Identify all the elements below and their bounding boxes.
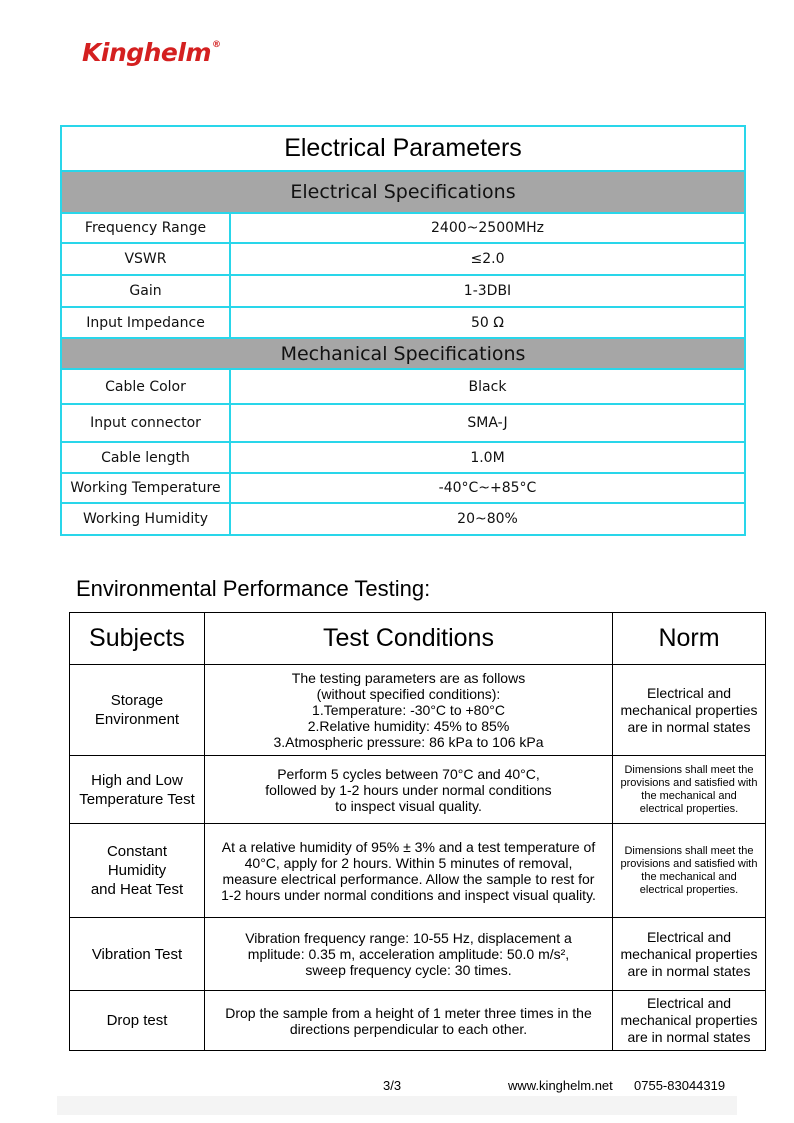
spec-row (62, 368, 744, 403)
norm-cell (613, 824, 766, 918)
norm-line: provisions and satisfied with (620, 857, 758, 870)
condition-line: 3.Atmospheric pressure: 86 kPa to 106 kPa (273, 734, 544, 750)
norm-line: Electrical and (646, 995, 732, 1011)
conditions-cell (205, 918, 613, 991)
norm-line: mechanical properties (620, 1012, 758, 1028)
condition-line: 1.Temperature: -30°C to +80°C (312, 702, 505, 718)
spec-row (62, 472, 744, 502)
section-electrical-specifications: Electrical Specifications (62, 170, 744, 212)
table-row (70, 991, 766, 1051)
norm-line: electrical properties. (639, 883, 739, 896)
spec-label: Cable length (62, 443, 231, 472)
footer-phone: 0755-83044319 (634, 1078, 726, 1093)
spec-row (62, 502, 744, 534)
condition-line: followed by 1-2 hours under normal conditions (265, 781, 552, 798)
condition-line: mplitude: 0.35 m, acceleration amplitude: 50.0 m/s², (247, 946, 570, 962)
condition-line: Perform 5 cycles between 70°C and 40°C, (277, 765, 540, 782)
electrical-parameters-table (60, 125, 746, 536)
norm-line: the mechanical and (641, 789, 737, 802)
table-row (70, 918, 766, 991)
header-subjects: Subjects (70, 613, 205, 665)
table-row (70, 824, 766, 918)
condition-line: to inspect visual quality. (335, 797, 482, 814)
subject-line: Drop test (106, 1012, 168, 1029)
norm-line: are in normal states (627, 1029, 751, 1045)
norm-cell (613, 918, 766, 991)
norm-cell (613, 756, 766, 824)
spec-label: Cable Color (62, 370, 231, 403)
subject-line: and Heat Test (90, 881, 184, 898)
condition-line: At a relative humidity of 95% ± 3% and a test temperature of (221, 838, 596, 855)
norm-line: Dimensions shall meet the (624, 763, 754, 776)
subject-line: Storage (110, 692, 164, 709)
section-mechanical-specifications: Mechanical Specifications (62, 337, 744, 368)
conditions-cell (205, 665, 613, 756)
condition-line: directions perpendicular to each other. (289, 1020, 528, 1037)
table-row (70, 756, 766, 824)
norm-cell (613, 991, 766, 1051)
norm-line: electrical properties. (639, 802, 739, 815)
spec-value: 1.0M (470, 449, 505, 466)
condition-line: The testing parameters are as follows (291, 670, 526, 686)
condition-line: 2.Relative humidity: 45% to 85% (307, 718, 510, 734)
spec-value: -40°C~+85°C (438, 480, 537, 496)
norm-line: the mechanical and (641, 870, 737, 883)
spec-row (62, 212, 744, 242)
subject-cell (70, 756, 205, 824)
spec-label: Frequency Range (62, 214, 231, 242)
spec-value: Black (468, 378, 507, 395)
spec-row (62, 242, 744, 274)
norm-line: Electrical and (646, 928, 732, 945)
norm-line: Electrical and (646, 684, 732, 701)
environmental-heading: Environmental Performance Testing: (76, 576, 431, 601)
spec-value: 20~80% (457, 511, 518, 527)
spec-row (62, 306, 744, 337)
spec-label: Input Impedance (62, 308, 231, 337)
spec-label: Gain (62, 276, 231, 306)
spec-value: SMA-J (467, 415, 508, 431)
footer-website: www.kinghelm.net (508, 1078, 613, 1093)
subject-cell (70, 824, 205, 918)
condition-line: Vibration frequency range: 10-55 Hz, displacement a (245, 930, 572, 946)
page-number: 3/3 (383, 1078, 402, 1093)
condition-line: 1-2 hours under normal conditions and inspect visual quality. (221, 886, 596, 903)
spec-label: Working Temperature (62, 474, 231, 502)
subject-cell (70, 918, 205, 991)
norm-line: mechanical properties (620, 945, 758, 962)
table-row (70, 665, 766, 756)
spec-value: ≤2.0 (470, 251, 505, 267)
conditions-cell (205, 824, 613, 918)
spec-row (62, 403, 744, 441)
brand-name: Kinghelm (82, 38, 212, 67)
norm-line: Dimensions shall meet the (624, 844, 754, 857)
condition-line: measure electrical performance. Allow the sample to rest for (222, 870, 595, 887)
header-norm: Norm (613, 613, 766, 665)
subject-line: Environment (94, 711, 180, 728)
footer-band (57, 1096, 737, 1115)
subject-cell (70, 665, 205, 756)
condition-line: 40°C, apply for 2 hours. Within 5 minutes of removal, (244, 854, 573, 871)
conditions-cell (205, 991, 613, 1051)
spec-value: 50 Ω (471, 314, 504, 331)
subject-line: Vibration Test (91, 945, 183, 963)
spec-label: Input connector (62, 405, 231, 441)
header-row (70, 613, 766, 665)
norm-cell (613, 665, 766, 756)
condition-line: Drop the sample from a height of 1 meter three times in the (225, 1004, 592, 1021)
registered-mark: ® (212, 40, 221, 50)
spec-label: VSWR (62, 244, 231, 274)
spec-label: Working Humidity (62, 504, 231, 534)
subject-line: Temperature Test (79, 790, 195, 808)
norm-line: mechanical properties (620, 701, 758, 718)
spec-value: 1-3DBI (463, 283, 512, 299)
electrical-parameters-title: Electrical Parameters (284, 134, 522, 162)
norm-line: are in normal states (627, 718, 751, 735)
condition-line: sweep frequency cycle: 30 times. (305, 962, 512, 978)
norm-line: are in normal states (627, 962, 751, 979)
header-test-conditions: Test Conditions (205, 613, 613, 665)
conditions-cell (205, 756, 613, 824)
kinghelm-logo (82, 38, 220, 67)
condition-line: (without specified conditions): (316, 686, 501, 702)
subject-line: High and Low (91, 771, 183, 789)
norm-line: provisions and satisfied with (620, 776, 758, 789)
spec-row (62, 441, 744, 472)
environmental-testing-table (69, 612, 766, 1051)
subject-cell (70, 991, 205, 1051)
spec-row (62, 274, 744, 306)
spec-value: 2400~2500MHz (431, 220, 544, 236)
subject-line: Constant Humidity (106, 843, 168, 879)
